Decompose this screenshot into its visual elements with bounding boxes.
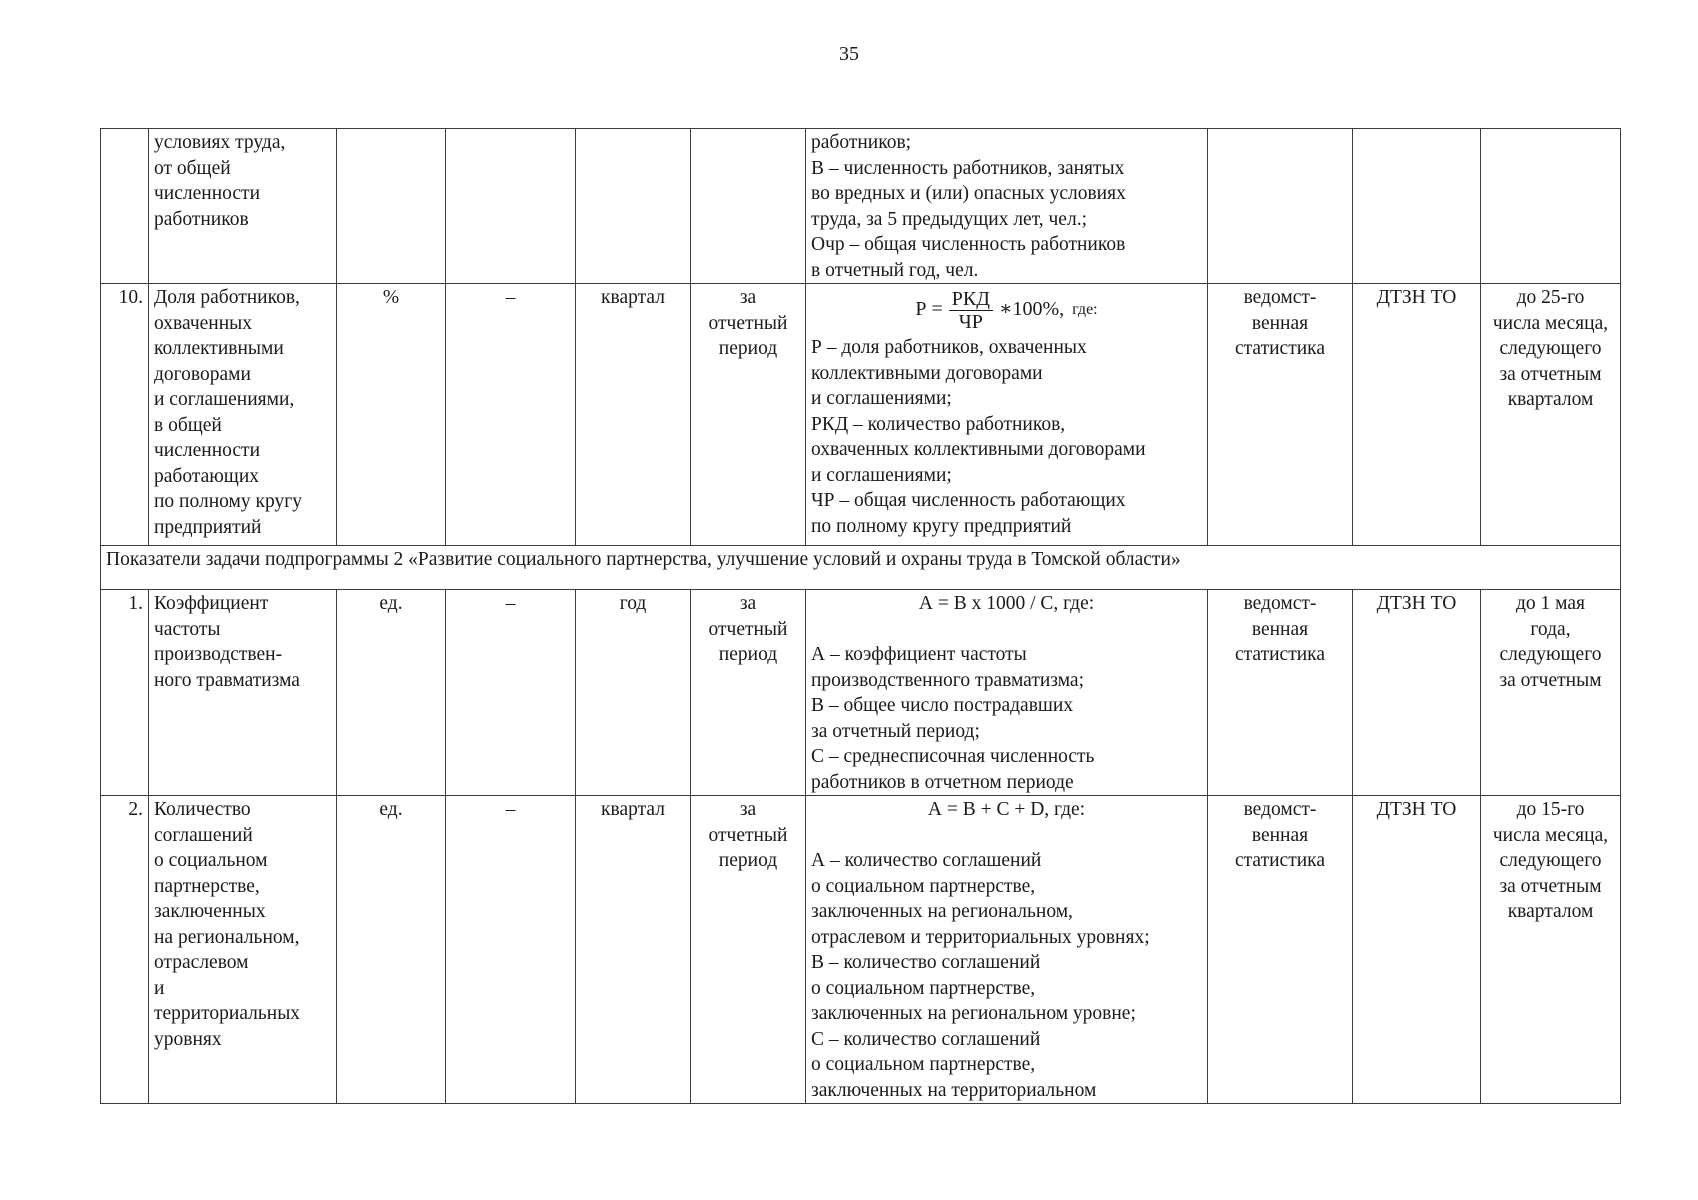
formula-line: А = В + С + D, где: [927, 799, 1086, 820]
indicator-name-cell: Доля работников, охваченных коллективными договорами и соглашениями, в общей численности работающих по полному кругу предприятий [149, 284, 337, 546]
formula-line: А = В х 1000 / С, где: [918, 593, 1095, 614]
method-cell: работников; В – численность работников, занятых во вредных и (или) опасных условиях труда, за 5 предыдущих лет, чел.; Очр – общая численность работников в отчетный год, чел. [806, 129, 1208, 284]
formula-denominator: ЧР [958, 310, 983, 333]
frequency-cell [576, 129, 691, 284]
period-cell [691, 129, 806, 284]
indicator-name-cell: Количество соглашений о социальном партнерстве, заключенных на региональном, отраслевом и территориальных уровнях [149, 796, 337, 1104]
responsible-cell: ДТЗН ТО [1353, 796, 1481, 1104]
method-description: Р – доля работников, охваченных коллективными договорами и соглашениями; РКД – количество работников, охваченных коллективными договорами и соглашениями; ЧР – общая численность работающих по полному кругу предприятий [811, 337, 1146, 537]
section-header-cell: Показатели задачи подпрограммы 2 «Развитие социального партнерства, улучшение условий и охраны труда в Томской области» [101, 546, 1621, 590]
table-row-s2-1 [101, 590, 1621, 796]
base-value-cell: – [446, 796, 576, 1104]
method-cell [806, 284, 1208, 546]
deadline-cell: до 15-го числа месяца, следующего за отчетным кварталом [1481, 796, 1621, 1104]
unit-cell: % [337, 284, 446, 546]
source-cell [1208, 129, 1353, 284]
formula-numerator: РКД [949, 288, 993, 311]
page-number: 35 [839, 43, 859, 65]
deadline-cell: до 25-го числа месяца, следующего за отчетным кварталом [1481, 284, 1621, 546]
frequency-cell: квартал [576, 796, 691, 1104]
source-cell: ведомст- венная статистика [1208, 284, 1353, 546]
method-description: А – количество соглашений о социальном партнерстве, заключенных на региональном, отраслевом и территориальных уровнях; В – количество соглашений о социальном партнерстве, заключенных на региональном уровне; С – количество соглашений о социальном партнерстве, заключенных на территориальном [811, 850, 1150, 1101]
source-cell: ведомст- венная статистика [1208, 796, 1353, 1104]
indicators-table [100, 128, 1621, 1104]
period-cell: за отчетный период [691, 284, 806, 546]
row-number-cell: 2. [101, 796, 149, 1104]
responsible-cell [1353, 129, 1481, 284]
row-number-cell [101, 129, 149, 284]
frequency-cell: год [576, 590, 691, 796]
deadline-cell [1481, 129, 1621, 284]
table-row-s2-2 [101, 796, 1621, 1104]
period-cell: за отчетный период [691, 796, 806, 1104]
formula-fraction [949, 288, 993, 333]
responsible-cell: ДТЗН ТО [1353, 284, 1481, 546]
deadline-cell: до 1 мая года, следующего за отчетным [1481, 590, 1621, 796]
responsible-cell: ДТЗН ТО [1353, 590, 1481, 796]
indicator-name-cell: Коэффициент частоты производствен- ного травматизма [149, 590, 337, 796]
row-number-cell: 1. [101, 590, 149, 796]
base-value-cell [446, 129, 576, 284]
table-row-10 [101, 284, 1621, 546]
base-value-cell: – [446, 284, 576, 546]
row-number-cell: 10. [101, 284, 149, 546]
fraction-formula [811, 285, 1202, 335]
blank-line [811, 617, 1202, 643]
period-cell: за отчетный период [691, 590, 806, 796]
indicator-name-cell: условиях труда, от общей численности работников [149, 129, 337, 284]
frequency-cell: квартал [576, 284, 691, 546]
formula-tail: ∗100%, [998, 298, 1065, 321]
unit-cell: ед. [337, 796, 446, 1104]
method-cell [806, 590, 1208, 796]
blank-line [811, 823, 1202, 849]
base-value-cell: – [446, 590, 576, 796]
unit-cell [337, 129, 446, 284]
method-cell [806, 796, 1208, 1104]
method-description: А – коэффициент частоты производственного травматизма; В – общее число пострадавших за отчетный период; С – среднесписочная численность работников в отчетном периоде [811, 644, 1095, 793]
formula-lhs: Р = [915, 298, 943, 321]
section-header-row [101, 546, 1621, 590]
formula-note: где: [1072, 301, 1098, 319]
source-cell: ведомст- венная статистика [1208, 590, 1353, 796]
table-row-continuation [101, 129, 1621, 284]
unit-cell: ед. [337, 590, 446, 796]
